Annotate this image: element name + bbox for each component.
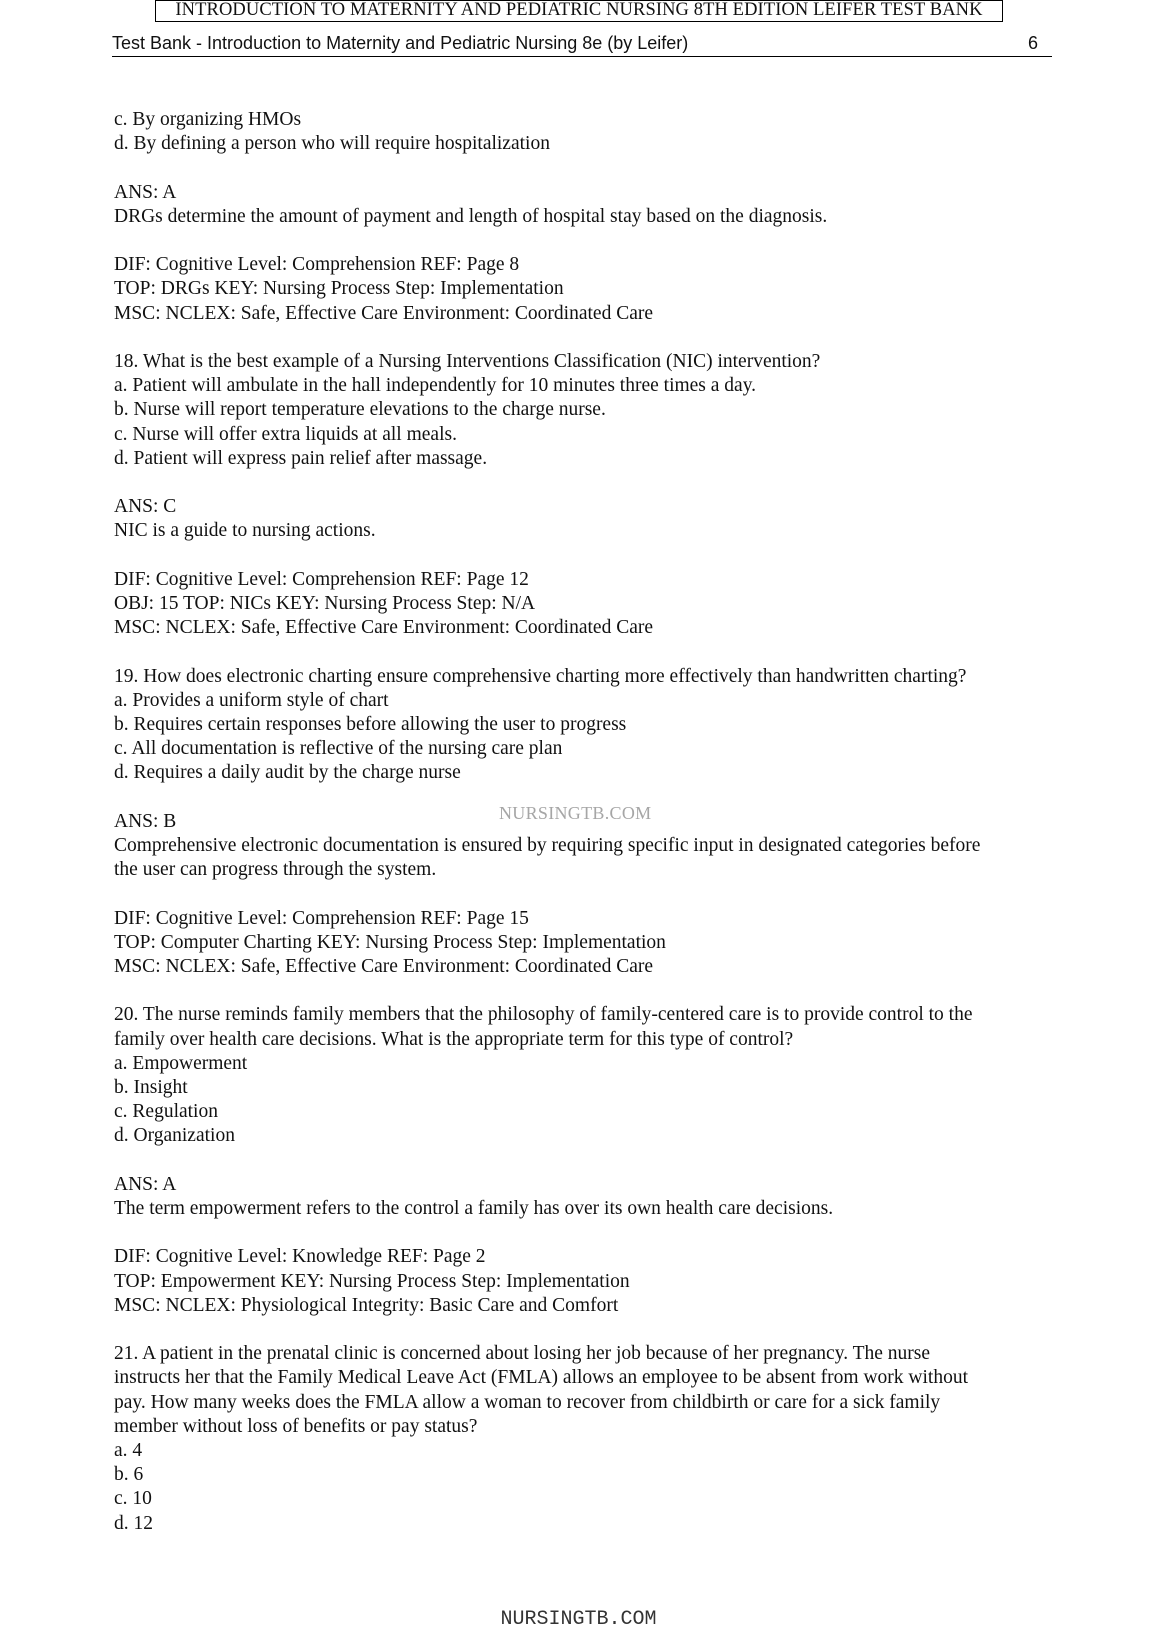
paragraph-gap	[114, 544, 1059, 568]
paragraph-gap	[114, 1149, 1059, 1173]
text-line: a. Patient will ambulate in the hall independently for 10 minutes three times a day.	[114, 375, 757, 397]
text-line: ANS: B	[114, 810, 177, 832]
text-line: DIF: Cognitive Level: Knowledge REF: Page 2	[114, 1246, 486, 1268]
page-number: 6	[1027, 33, 1038, 53]
text-line: b. Requires certain responses before allowing the user to progress	[114, 713, 627, 735]
text-line: MSC: NCLEX: Safe, Effective Care Environment: Coordinated Care	[114, 955, 654, 977]
text-line: a. Empowerment	[114, 1052, 248, 1074]
paragraph-gap	[114, 326, 1059, 350]
text-line: instructs her that the Family Medical Leave Act (FMLA) allows an employee to be absent from work without	[114, 1367, 969, 1389]
text-line: b. Insight	[114, 1076, 188, 1098]
text-line: 21. A patient in the prenatal clinic is concerned about losing her job because of her pregnancy. The nurse	[114, 1343, 931, 1365]
text-line: MSC: NCLEX: Safe, Effective Care Environment: Coordinated Care	[114, 302, 654, 324]
text-line: 19. How does electronic charting ensure comprehensive charting more effectively than handwritten charting?	[114, 665, 967, 687]
text-line: pay. How many weeks does the FMLA allow a woman to recover from childbirth or care for a sick family	[114, 1391, 941, 1413]
text-line: c. Regulation	[114, 1101, 218, 1123]
running-header	[112, 31, 1052, 57]
text-line: OBJ: 15 TOP: NICs KEY: Nursing Process Step: N/A	[114, 592, 536, 614]
paragraph-gap	[114, 1318, 1059, 1342]
text-line: DIF: Cognitive Level: Comprehension REF: Page 12	[114, 568, 529, 590]
text-line: NIC is a guide to nursing actions.	[114, 520, 376, 542]
document-banner: INTRODUCTION TO MATERNITY AND PEDIATRIC NURSING 8TH EDITION LEIFER TEST BANK	[155, 0, 1003, 22]
paragraph-gap	[114, 156, 1059, 180]
text-line: ANS: A	[114, 1173, 177, 1195]
text-line: d. Patient will express pain relief after massage.	[114, 447, 488, 469]
paragraph-gap	[114, 640, 1059, 664]
text-line: 18. What is the best example of a Nursing Interventions Classification (NIC) intervention?	[114, 350, 821, 372]
text-line: TOP: DRGs KEY: Nursing Process Step: Implementation	[114, 278, 564, 300]
text-line: MSC: NCLEX: Physiological Integrity: Basic Care and Comfort	[114, 1294, 619, 1316]
text-line: DRGs determine the amount of payment and length of hospital stay based on the diagnosis.	[114, 205, 828, 227]
footer-watermark: NURSINGTB.COM	[500, 1608, 657, 1631]
watermark: NURSINGTB.COM	[499, 803, 652, 823]
header-title: Test Bank - Introduction to Maternity and Pediatric Nursing 8e (by Leifer)	[112, 33, 689, 53]
text-line: d. By defining a person who will require hospitalization	[114, 133, 550, 155]
text-line: DIF: Cognitive Level: Comprehension REF: Page 8	[114, 254, 520, 276]
text-line: c. 10	[114, 1488, 152, 1510]
text-line: TOP: Empowerment KEY: Nursing Process Step: Implementation	[114, 1270, 630, 1292]
paragraph-gap	[114, 882, 1059, 906]
text-line: ANS: C	[114, 496, 177, 518]
text-line: Comprehensive electronic documentation is ensured by requiring specific input in designated categories before	[114, 834, 981, 856]
paragraph-gap	[114, 1221, 1059, 1245]
text-line: The term empowerment refers to the control a family has over its own health care decisions.	[114, 1197, 834, 1219]
text-line: member without loss of benefits or pay status?	[114, 1415, 478, 1437]
text-line: a. Provides a uniform style of chart	[114, 689, 389, 711]
text-line: c. By organizing HMOs	[114, 109, 302, 130]
text-line: c. Nurse will offer extra liquids at all meals.	[114, 423, 457, 445]
text-line: 20. The nurse reminds family members that the philosophy of family-centered care is to provide control to the	[114, 1004, 973, 1026]
text-line: c. All documentation is reflective of the nursing care plan	[114, 738, 563, 760]
text-line: a. 4	[114, 1439, 143, 1461]
text-line: b. Nurse will report temperature elevations to the charge nurse.	[114, 399, 606, 421]
text-line: b. 6	[114, 1464, 144, 1486]
paragraph-gap	[114, 229, 1059, 253]
paragraph-gap	[114, 979, 1059, 1003]
text-line: d. 12	[114, 1512, 153, 1534]
text-line: MSC: NCLEX: Safe, Effective Care Environment: Coordinated Care	[114, 617, 654, 639]
text-line: d. Organization	[114, 1125, 235, 1147]
text-line: d. Requires a daily audit by the charge nurse	[114, 762, 461, 784]
text-line: family over health care decisions. What is the appropriate term for this type of control?	[114, 1028, 794, 1050]
paragraph-gap	[114, 471, 1059, 495]
text-line: the user can progress through the system.	[114, 859, 437, 881]
text-line: ANS: A	[114, 181, 177, 203]
text-line: TOP: Computer Charting KEY: Nursing Process Step: Implementation	[114, 931, 666, 953]
text-line: DIF: Cognitive Level: Comprehension REF: Page 15	[114, 907, 529, 929]
